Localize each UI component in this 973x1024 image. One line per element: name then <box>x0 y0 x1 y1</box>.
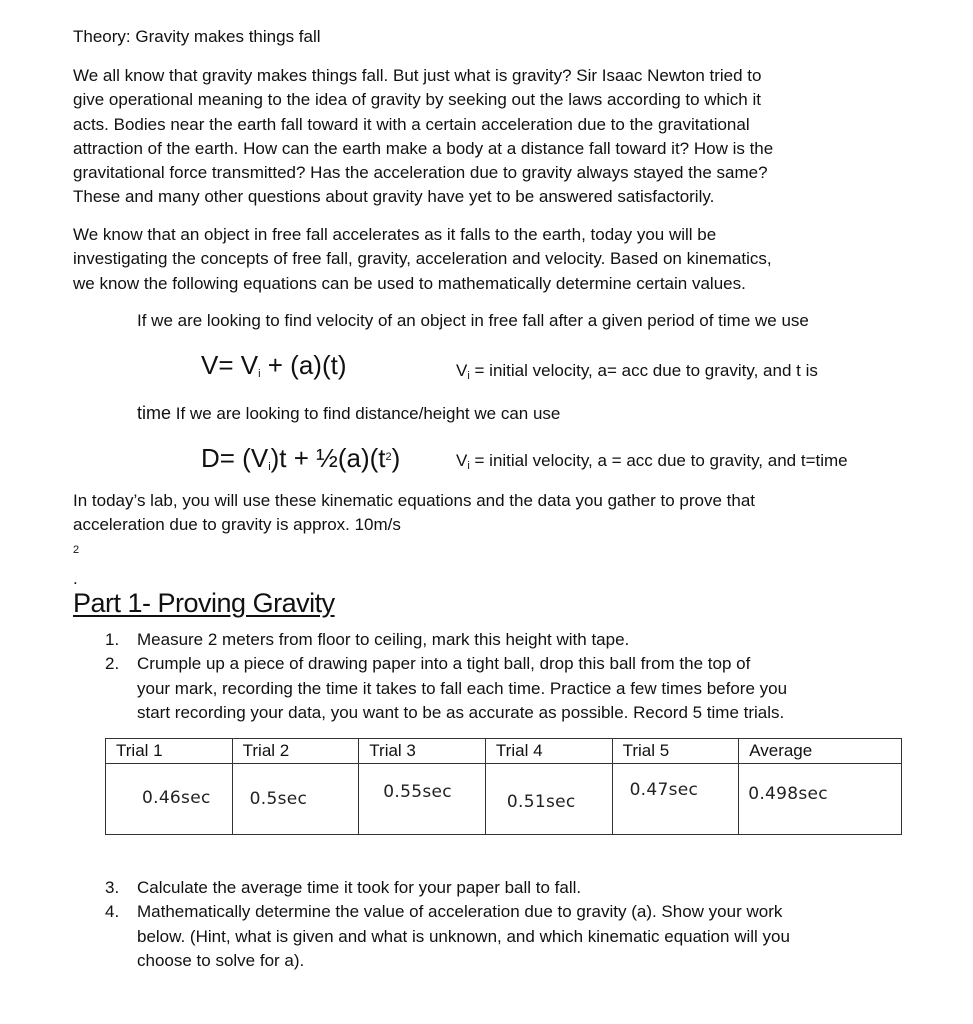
lab-paragraph: In today’s lab, you will use these kinematic equations and the data you gather to prove that acceleration due to gravity is approx. 10m/s $^2$ . <box>73 491 756 588</box>
trial-2-value: 0.5sec <box>249 789 308 809</box>
step-3-text: Calculate the average time it took for your paper ball to fall. <box>137 878 582 897</box>
step-4-text: Mathematically determine the value of acceleration due to gravity (a). Show your work <box>137 902 783 921</box>
trial-3-value: 0.55sec <box>383 782 452 802</box>
trial-5-value: 0.47sec <box>629 780 699 800</box>
velocity-equation-note: $V_i$ = initial velocity, a= acc due to gravity, and t is <box>456 361 818 382</box>
average-value: 0.498sec <box>748 784 828 804</box>
part1-heading: Part 1- Proving Gravity <box>73 588 335 618</box>
theory-title: Theory: Gravity makes things fall <box>73 27 321 46</box>
table-header: Trial 1 <box>106 739 233 764</box>
table-header: Average <box>739 739 902 764</box>
step-2-text: Crumple up a piece of drawing paper into a tight ball, drop this ball from the top of <box>137 654 751 673</box>
distance-equation: $D= (V_i)t$ + $\frac{1}{2}(a)(t^2)$ <box>201 443 401 473</box>
trial-1-value: 0.46sec <box>142 788 211 808</box>
trial-4-value: 0.51sec <box>506 792 576 812</box>
table-row <box>106 764 902 835</box>
distance-equation-note: $V_i$ = initial velocity, a = acc due to gravity, and t=time <box>456 451 848 472</box>
velocity-equation: $V= V_i + (a)(t)$ <box>201 350 347 380</box>
kinematics-paragraph: We know that an object in free fall accelerates as it falls to the earth, today you will be investigating the concepts of free fall, gravity, acceleration and velocity. Based on kinematics, we know the following equations can be used to mathematically determine certain values. <box>73 225 772 293</box>
table-header: Trial 5 <box>612 739 739 764</box>
trials-table <box>105 738 902 835</box>
table-header-row <box>106 739 902 764</box>
intro-paragraph: We all know that gravity makes things fall. But just what is gravity? Sir Isaac Newton tried to give operational meaning to the idea of gravity by seeking out the laws according to which it acts. Bodies near the earth fall toward it with a certain acceleration due to the gravitational attraction of the earth. How can the earth make a body at a distance fall toward it? How is the gravitational force transmitted? Has the acceleration due to gravity always stayed the same? These and many other questions about gravity have yet to be answered satisfactorily. <box>73 66 774 207</box>
table-header: Trial 2 <box>232 739 359 764</box>
distance-intro: time If we are looking to find distance/height we can use <box>137 403 561 423</box>
step-1-text: Measure 2 meters from floor to ceiling, mark this height with tape. <box>137 630 630 649</box>
velocity-intro: If we are looking to find velocity of an object in free fall after a given period of time we use <box>137 311 809 330</box>
table-header: Trial 4 <box>485 739 612 764</box>
table-header: Trial 3 <box>359 739 486 764</box>
